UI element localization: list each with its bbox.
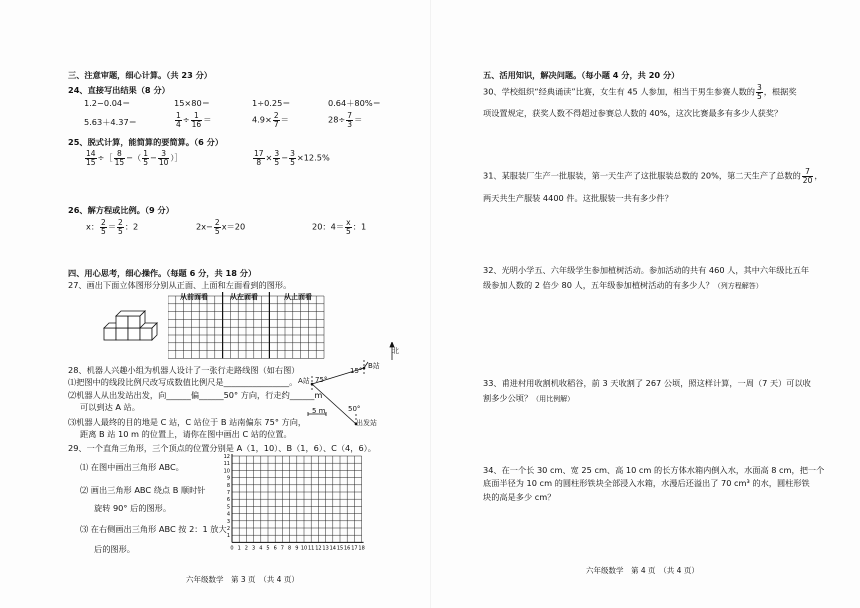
section-4-heading: 四、用心思考，细心操作。（每题 6 分，共 18 分） xyxy=(68,268,257,278)
q29-line-5: 后的图形。 xyxy=(94,544,135,554)
q34-line-2: 底面半径为 10 cm 的圆柱形铁块全部浸入水箱，水漫后还溢出了 70 cm³ 的水，圆柱形铁 xyxy=(483,478,810,488)
q24-item-5: 5.63＋4.37＝ xyxy=(84,117,137,127)
y-tick-label: 1 xyxy=(226,533,230,540)
y-tick-label: 12 xyxy=(223,454,230,460)
x-tick-label: 17 xyxy=(351,545,358,552)
q30-line-2: 项设置规定，获奖人数不得超过参赛总人数的 40%，这次比赛最多有多少人获奖？ xyxy=(483,108,783,118)
section-3-heading: 三、注意审题，细心计算。（共 23 分） xyxy=(68,70,212,80)
angle-75-label: 75° xyxy=(315,376,328,384)
y-tick-label: 2 xyxy=(226,526,230,532)
q28-line-2: ⑵机器人从出发站出发，向______偏______50° 方向，行走约______m xyxy=(68,390,323,400)
q30-line-1: 30、学校组织“经典诵读”比赛，女生有 45 人参加，相当于男生参赛人数的 $\frac{3}{5}$ ，根据奖 xyxy=(483,83,797,101)
x-tick-label: 11 xyxy=(308,545,315,552)
q28-title: 28、机器人兴趣小组为机器人设计了一张行走路线图（如右图） xyxy=(68,365,300,375)
q29-line-3: 旋转 90° 后的图形。 xyxy=(94,503,172,513)
view-label-front: 从前面看 xyxy=(180,293,208,301)
y-tick-label: 9 xyxy=(226,475,230,482)
x-tick-label: 16 xyxy=(344,545,351,552)
q24-item-8: 28÷ $\frac{7}{3}$ ＝ xyxy=(328,111,363,129)
q26-eq-2: 2x− $\frac{2}{5}$ x＝20 xyxy=(196,218,246,236)
q28-line-4: ⑶机器人最终的目的地是 C 站，C 站位于 B 站南偏东 75° 方向， xyxy=(68,417,307,427)
north-label: 北 xyxy=(392,347,399,355)
q29-line-1: ⑴ 在图中画出三角形 ABC。 xyxy=(80,462,184,472)
y-tick-label: 11 xyxy=(223,461,230,468)
start-station-label: 出发站 xyxy=(356,419,377,427)
angle-15-label: 15° xyxy=(350,367,363,375)
page-fold xyxy=(430,0,431,608)
q25-title: 25、脱式计算，能简算的要简算。（6 分） xyxy=(68,137,224,147)
q24-item-7: 4.9× $\frac{2}{7}$ ＝ xyxy=(252,111,289,129)
section-5-heading: 五、活用知识，解决问题。（每小题 4 分，共 20 分） xyxy=(483,70,680,80)
q24-item-4: 0.64＋80%＝ xyxy=(328,98,381,108)
view-label-top: 从上面看 xyxy=(284,293,312,301)
x-tick-label: 3 xyxy=(252,545,256,552)
q28-line-3: 可以到达 A 站。 xyxy=(80,402,140,412)
q33-line-1: 33、甫进村用收割机收稻谷，前 3 天收割了 267 公顷，照这样计算，一周（7 天）可以收 xyxy=(483,378,811,388)
q32-line-2: 级参加人数的 2 倍少 80 人，五年级参加植树活动的有多少人？（列方程解答） xyxy=(483,280,763,290)
scale-bar-label: 5 m xyxy=(312,407,326,415)
x-tick-label: 5 xyxy=(266,545,270,552)
q25-expr-1: $\frac{14}{15}$ ÷［ $\frac{8}{15}$ −（ $\frac{1}{5}$ − $\frac{3}{10}$ ）］ xyxy=(86,149,183,167)
q32-line-1: 32、光明小学五、六年级学生参加植树活动。参加活动的共有 460 人，其中六年级比五年 xyxy=(483,265,810,275)
q27-title: 27、画出下面立体图形分别从正面、上面和左面看到的图形。 xyxy=(68,280,292,290)
y-tick-label: 8 xyxy=(226,482,230,489)
right-page-footer: 六年级数学 第 4 页 （共 4 页） xyxy=(586,566,699,575)
x-tick-label: 10 xyxy=(300,545,308,552)
angle-50-label: 50° xyxy=(348,405,361,413)
q24-item-2: 15×80＝ xyxy=(174,98,210,108)
station-a-label: A站 xyxy=(298,377,310,385)
q34-line-1: 34、在一个长 30 cm、宽 25 cm、高 10 cm 的长方体水箱内倒入水，水面高 8 cm，把一个 xyxy=(483,465,825,475)
x-tick-label: 2 xyxy=(244,545,248,552)
left-page-footer: 六年级数学 第 3 页 （共 4 页） xyxy=(186,575,299,584)
x-tick-label: 14 xyxy=(329,545,336,552)
y-tick-label: 6 xyxy=(226,497,230,504)
x-tick-label: 15 xyxy=(336,545,344,552)
cube-solid-figure xyxy=(102,308,160,344)
q31-line-1: 31、某服装厂生产一批服装，第一天生产了这批服装总数的 20%，第二天生产了总数的 $\frac{7}{20}$ ， xyxy=(483,167,823,185)
coordinate-grid xyxy=(222,452,368,558)
view-label-left: 从左面看 xyxy=(230,293,258,301)
q28-line-5: 距离 B 站 10 m 的位置上，请你在图中画出 C 站的位置。 xyxy=(80,429,292,439)
x-tick-label: 1 xyxy=(237,545,241,552)
y-tick-label: 5 xyxy=(226,504,230,511)
q33-line-2: 割多少公顷？（用比例解） xyxy=(483,393,575,403)
q26-eq-3: 20：4＝ $\frac{x}{5}$ ：1 xyxy=(312,218,367,236)
x-tick-label: 4 xyxy=(259,545,263,552)
q26-title: 26、解方程或比例。（9 分） xyxy=(68,205,174,215)
x-tick-label: 0 xyxy=(230,545,234,552)
q34-line-3: 块的高是多少 cm？ xyxy=(483,492,556,502)
q26-eq-1: x： $\frac{2}{5}$ ＝ $\frac{2}{5}$ ：2 xyxy=(86,218,139,236)
x-tick-label: 12 xyxy=(315,545,322,552)
q29-line-2: ⑵ 画出三角形 ABC 绕点 B 顺时针 xyxy=(80,485,206,495)
x-tick-label: 6 xyxy=(273,545,277,552)
robot-route-map xyxy=(296,342,406,434)
q25-expr-2: $\frac{17}{8}$ × $\frac{3}{5}$ − $\frac{3}{5}$ ×12.5% xyxy=(254,149,330,167)
x-tick-label: 13 xyxy=(322,545,329,552)
q28-line-1: ⑴把图中的线段比例尺改写成数值比例尺是________________。 xyxy=(68,377,298,387)
q24-title: 24、直接写出结果（8 分） xyxy=(68,85,170,95)
x-tick-label: 7 xyxy=(280,545,284,552)
y-tick-label: 4 xyxy=(226,511,230,518)
x-tick-label: 8 xyxy=(288,545,292,552)
x-tick-label: 9 xyxy=(295,545,299,552)
q31-line-2: 两天共生产服装 4400 件。这批服装一共有多少件？ xyxy=(483,193,673,203)
q24-item-6: $\frac{1}{4}$ ÷ $\frac{1}{16}$ ＝ xyxy=(176,111,212,129)
station-b-label: B站 xyxy=(368,362,380,370)
y-tick-label: 3 xyxy=(226,518,230,525)
y-tick-label: 7 xyxy=(226,490,230,496)
x-tick-label: 18 xyxy=(358,545,365,552)
q24-item-1: 1.2−0.04＝ xyxy=(84,98,131,108)
y-tick-label: 10 xyxy=(223,468,230,475)
q29-title: 29、一个直角三角形，三个顶点的位置分别是 A（1，10）、B（1，6）、C（4，6）。 xyxy=(68,443,376,453)
q29-line-4: ⑶ 在右侧画出三角形 ABC 按 2：1 放大 xyxy=(80,524,227,534)
q24-item-3: 1÷0.25＝ xyxy=(252,98,291,108)
